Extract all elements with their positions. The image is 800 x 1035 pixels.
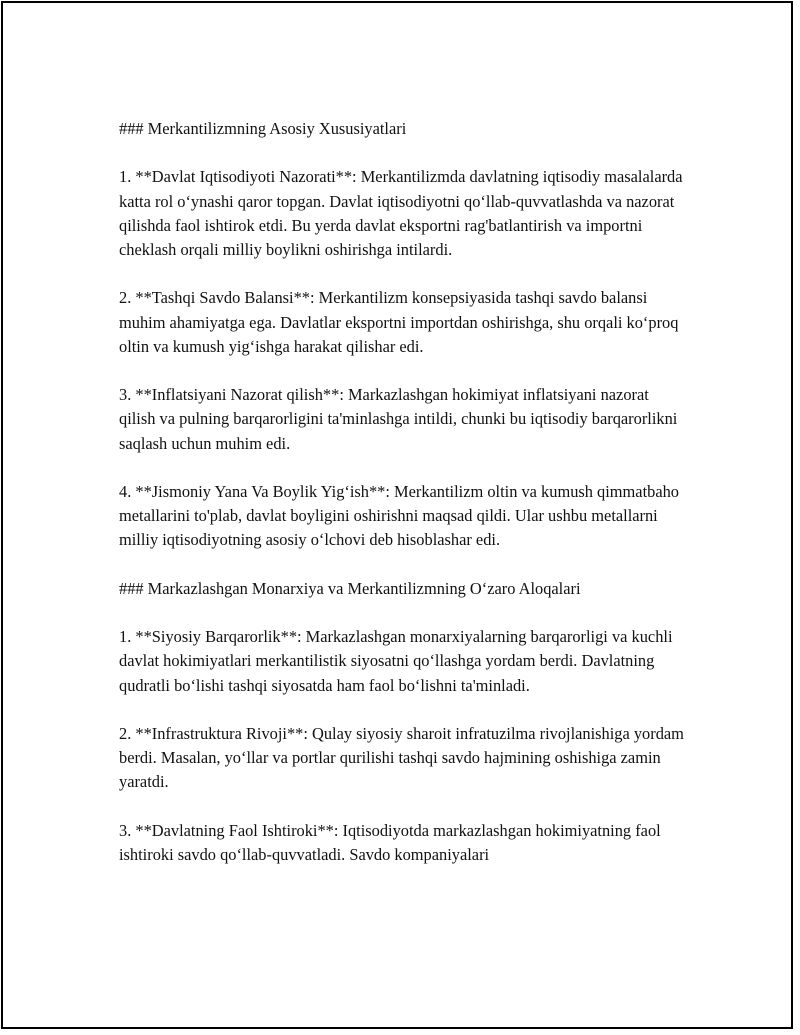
section-heading: ### Markazlashgan Monarxiya va Merkantilizmning O‘zaro Aloqalari xyxy=(119,578,581,598)
document-body xyxy=(119,117,689,891)
paragraph: 2. **Infrastruktura Rivoji**: Qulay siyosiy sharoit infratuzilma rivojlanishiga yordam berdi. Masalan, yo‘llar va portlar qurilishi tashqi savdo hajmining oshishiga zamin yaratdi. xyxy=(119,723,684,792)
paragraph: 3. **Davlatning Faol Ishtiroki**: Iqtisodiyotda markazlashgan hokimiyatning faol ishtiroki savdo qo‘llab-quvvatladi. Savdo kompaniyalari xyxy=(119,820,661,864)
paragraph: 4. **Jismoniy Yana Va Boylik Yig‘ish**: Merkantilizm oltin va kumush qimmatbaho metallarini to'plab, davlat boyligini oshirishni maqsad qildi. Ular ushbu metallarni milliy iqtisodiyotning asosiy o‘lchovi deb hisoblashar edi. xyxy=(119,481,679,550)
paragraph: 1. **Siyosiy Barqarorlik**: Markazlashgan monarxiyalarning barqarorligi va kuchli davlat hokimiyatlari merkantilistik siyosatni qo‘llashga yordam berdi. Davlatning qudratli bo‘lishi tashqi siyosatda ham faol bo‘lishni ta'minladi. xyxy=(119,627,673,695)
section-heading: ### Merkantilizmning Asosiy Xususiyatlari xyxy=(119,119,407,138)
document-page xyxy=(1,1,793,1029)
paragraph: 1. **Davlat Iqtisodiyoti Nazorati**: Merkantilizmda davlatning iqtisodiy masalalarda katta rol o‘ynashi qaror topgan. Davlat iqtisodiyotni qo‘llab-quvvatlashda va nazorat qilishda faol ishtirok etdi. Bu yerda davlat eksportni rag'batlantirish va importni cheklash orqali milliy boylikni oshirishga intilardi. xyxy=(119,167,683,259)
paragraph: 3. **Inflatsiyani Nazorat qilish**: Markazlashgan hokimiyat inflatsiyani nazorat qilish va pulning barqarorligini ta'minlashga intildi, chunki bu iqtisodiy barqarorlikni saqlash uchun muhim edi. xyxy=(119,385,678,453)
paragraph: 2. **Tashqi Savdo Balansi**: Merkantilizm konsepsiyasida tashqi savdo balansi muhim ahamiyatga ega. Davlatlar eksportni importdan oshirishga, shu orqali ko‘proq oltin va kumush yig‘ishga harakat qilishar edi. xyxy=(119,288,679,356)
